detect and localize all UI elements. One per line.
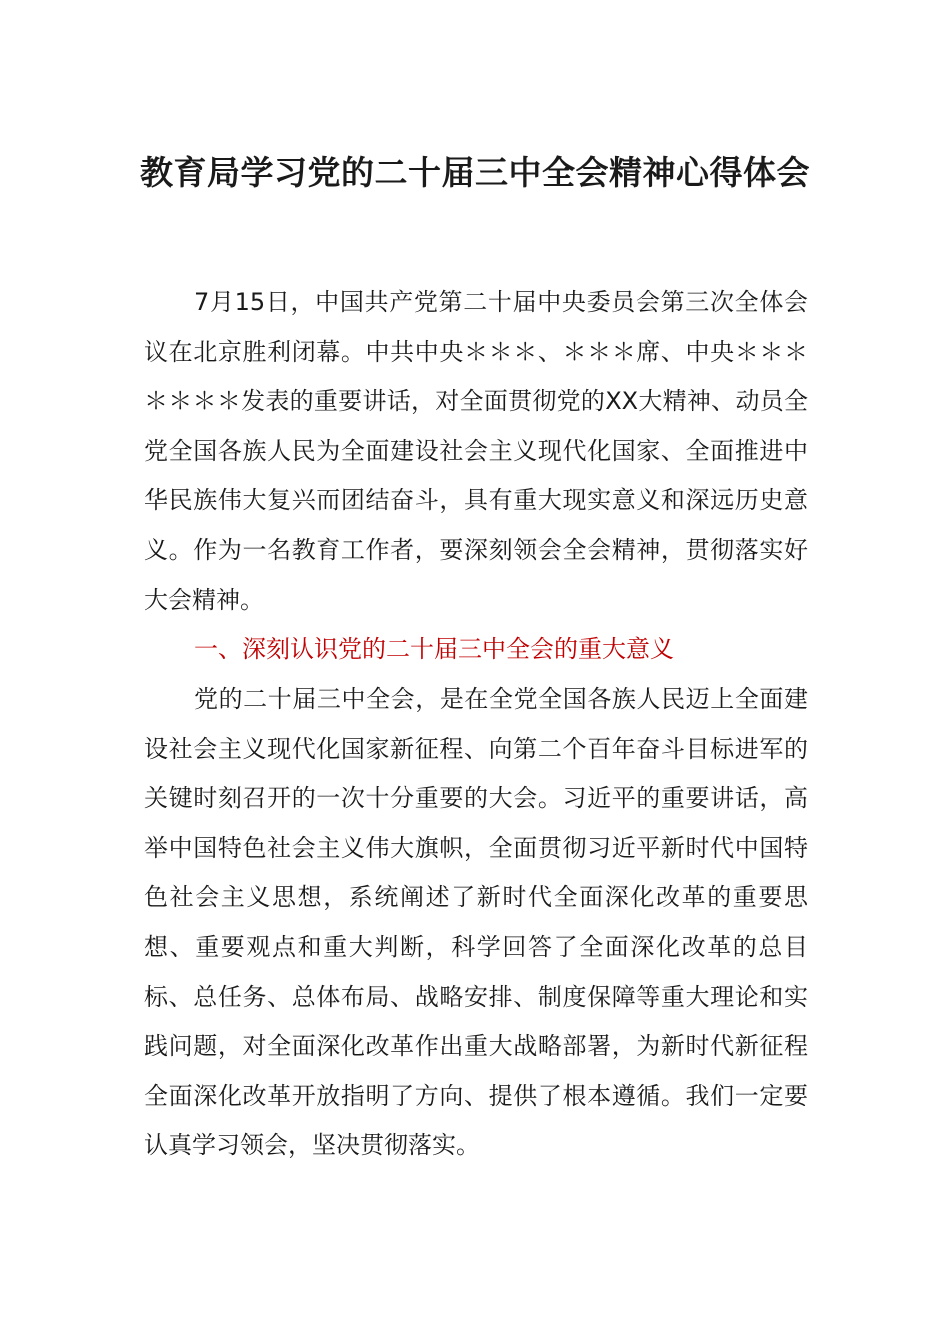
section-heading-1: 一、深刻认识党的二十届三中全会的重大意义 [194, 635, 674, 663]
section-1-paragraph: 党的二十届三中全会，是在全党全国各族人民迈上全面建设社会主义现代化国家新征程、向第二个百年奋斗目标进军的关键时刻召开的一次十分重要的大会。习近平的重要讲话，高举中国特色社会主义伟大旗帜，全面贯彻习近平新时代中国特色社会主义思想，系统阐述了新时代全面深化改革的重要思想、重要观点和重大判断，科学回答了全面深化改革的总目标、总任务、总体布局、战略安排、制度保障等重大理论和实践问题，对全面深化改革作出重大战略部署，为新时代新征程全面深化改革开放指明了方向、提供了根本遵循。我们一定要认真学习领会，坚决贯彻落实。 [144, 685, 808, 1160]
intro-paragraph: 7月15日，中国共产党第二十届中央委员会第三次全体会议在北京胜利闭幕。中共中央＊＊＊、＊＊＊席、中央＊＊＊＊＊＊＊发表的重要讲话，对全面贯彻党的XX大精神、动员全党全国各族人民为全面建设社会主义现代化国家、全面推进中华民族伟大复兴而团结奋斗，具有重大现实意义和深远历史意义。作为一名教育工作者，要深刻领会全会精神，贯彻落实好大会精神。 [144, 288, 808, 614]
document-title: 教育局学习党的二十届三中全会精神心得体会 [140, 153, 810, 192]
